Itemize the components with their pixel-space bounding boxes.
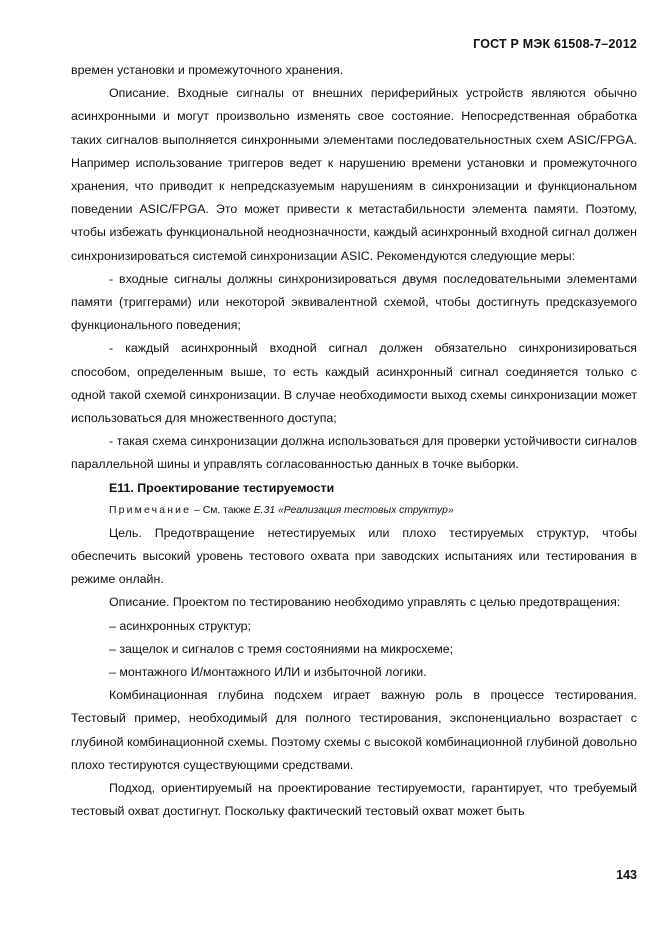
list-item-6: – монтажного И/монтажного ИЛИ и избыточной логики. bbox=[109, 665, 427, 680]
paragraph-depth: Комбинационная глубина подсхем играет важную роль в процессе тестирования. Тестовый пример, необходимый для полного тестирования, экспоненциально возрастает с глубиной комбинационной схемы. Поэтому схемы с высокой комбинационной глубиной довольно плохо тестируются существующими средствами. bbox=[71, 688, 637, 772]
list-item-4: – асинхронных структур; bbox=[109, 618, 251, 633]
list-item-5: – защелок и сигналов с тремя состояниями на микросхеме; bbox=[109, 641, 454, 656]
list-item-3: - такая схема синхронизации должна использоваться для проверки устойчивости сигналов параллельной шины и управлять согласованностью данных в точке выборки. bbox=[71, 434, 637, 472]
note-dash: – См. также bbox=[191, 504, 254, 516]
note bbox=[71, 500, 637, 522]
note-label: Примечание bbox=[109, 504, 192, 516]
list-item-1: - входные сигналы должны синхронизироваться двумя последовательными элементами памяти (триггерами) или некоторой эквивалентной схемой, чтобы достигнуть предсказуемого функционального поведения; bbox=[71, 271, 637, 333]
standard-header: ГОСТ Р МЭК 61508-7–2012 bbox=[473, 37, 637, 51]
list-item-2: - каждый асинхронный входной сигнал должен обязательно синхронизироваться способом, определенным выше, то есть каждый асинхронный сигнал соединяется только с одной такой схемой синхронизации. В случае необходимости выход схемы синхронизации может использоваться для множественного доступа; bbox=[71, 341, 637, 426]
note-reference: Е.31 «Реализация тестовых структур» bbox=[253, 504, 454, 516]
page-number: 143 bbox=[616, 868, 637, 882]
body-text bbox=[71, 59, 637, 824]
section-heading: Е11. Проектирование тестируемости bbox=[109, 480, 335, 495]
paragraph-goal: Цель. Предотвращение нетестируемых или плохо тестируемых структур, чтобы обеспечить высокий уровень тестового охвата при заводских испытаниях или тестирования в режиме онлайн. bbox=[71, 525, 637, 587]
paragraph-continued: времен установки и промежуточного хранения. bbox=[71, 63, 344, 77]
paragraph-description: Описание. Входные сигналы от внешних периферийных устройств являются обычно асинхронными и могут произвольно изменять свое состояние. Непосредственная обработка таких сигналов выполняется синхронными элементами последовательностных схем ASIC/FPGA. Например использование триггеров ведет к нарушению времени установки и промежуточного хранения, что приводит к непредсказуемым нарушениям в синхронизации и функциональном поведении ASIC/FPGA. Это может привести к метастабильности элемента памяти. Поэтому, чтобы избежать функциональной неоднозначности, каждый асинхронный входной сигнал должен синхронизироваться системой синхронизации ASIC. Рекомендуются следующие меры: bbox=[71, 86, 637, 263]
paragraph-approach: Подход, ориентируемый на проектирование тестируемости, гарантирует, что требуемый тестовый охват достигнут. Поскольку фактический тестовый охват может быть bbox=[71, 781, 637, 819]
paragraph-description-2: Описание. Проектом по тестированию необходимо управлять с целью предотвращения: bbox=[109, 595, 621, 610]
